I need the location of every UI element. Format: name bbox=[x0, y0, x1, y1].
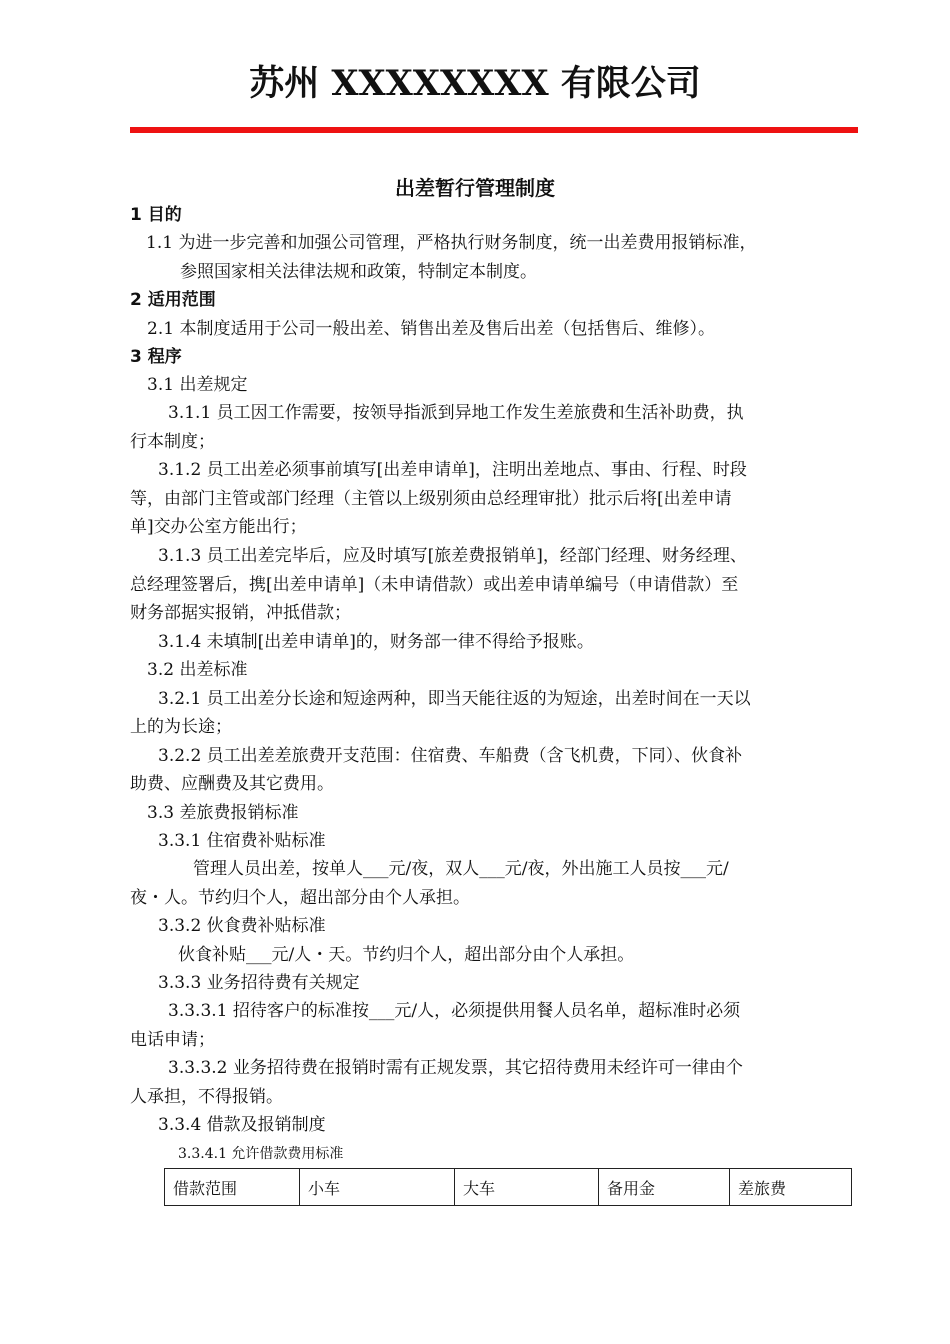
paragraph-line: 行本制度； bbox=[130, 432, 215, 452]
paragraph-line: 3.2.2 员工出差差旅费开支范围：住宿费、车船费（含飞机费，下同）、伙食补 bbox=[158, 746, 743, 766]
paragraph-line: 单]交办公室方能出行； bbox=[130, 517, 307, 537]
table-row bbox=[165, 1169, 852, 1206]
paragraph-line: 助费、应酬费及其它费用。 bbox=[130, 774, 334, 794]
paragraph-line: 参照国家相关法律法规和政策，特制定本制度。 bbox=[180, 262, 537, 282]
document-title: 出差暂行管理制度 bbox=[395, 176, 555, 200]
paragraph-line: 2.1 本制度适用于公司一般出差、销售出差及售后出差（包括售后、维修）。 bbox=[147, 319, 715, 339]
paragraph-line: 财务部据实报销，冲抵借款； bbox=[130, 603, 351, 623]
subsection-heading: 3.1 出差规定 bbox=[147, 375, 248, 395]
header-divider bbox=[130, 127, 858, 133]
table-cell: 借款范围 bbox=[165, 1169, 300, 1206]
paragraph-line: 3.3.3 业务招待费有关规定 bbox=[158, 973, 360, 993]
paragraph-line: 总经理签署后，携[出差申请单]（未申请借款）或出差申请单编号（申请借款）至 bbox=[130, 575, 739, 595]
paragraph-line: 3.3.2 伙食费补贴标准 bbox=[158, 916, 326, 936]
paragraph-line: 3.2.1 员工出差分长途和短途两种，即当天能往返的为短途，出差时间在一天以 bbox=[158, 689, 751, 709]
paragraph-line: 电话申请； bbox=[130, 1030, 215, 1050]
paragraph-line: 3.1.1 员工因工作需要，按领导指派到异地工作发生差旅费和生活补助费，执 bbox=[168, 403, 744, 423]
paragraph-line: 上的为长途； bbox=[130, 717, 232, 737]
table-cell: 备用金 bbox=[599, 1169, 730, 1206]
paragraph-line: 1.1 为进一步完善和加强公司管理，严格执行财务制度，统一出差费用报销标准， bbox=[146, 233, 757, 253]
paragraph-line: 3.3.4 借款及报销制度 bbox=[158, 1115, 326, 1135]
paragraph-line: 3.1.4 未填制[出差申请单]的，财务部一律不得给予报账。 bbox=[158, 632, 594, 652]
paragraph-line: 3.1.2 员工出差必须事前填写[出差申请单]，注明出差地点、事由、行程、时段 bbox=[158, 460, 747, 480]
paragraph-line: 3.3.3.1 招待客户的标准按___元/人，必须提供用餐人员名单，超标准时必须 bbox=[168, 1001, 741, 1021]
paragraph-line: 管理人员出差，按单人___元/夜，双人___元/夜，外出施工人员按___元/ bbox=[193, 859, 729, 879]
paragraph-line: 等，由部门主管或部门经理（主管以上级别须由总经理审批）批示后将[出差申请 bbox=[130, 489, 732, 509]
paragraph-line: 夜・人。节约归个人，超出部分由个人承担。 bbox=[130, 888, 470, 908]
subsection-heading: 3.2 出差标准 bbox=[147, 660, 248, 680]
paragraph-line: 人承担，不得报销。 bbox=[130, 1087, 283, 1107]
table-caption: 3.3.4.1 允许借款费用标准 bbox=[178, 1146, 344, 1162]
table-cell: 小车 bbox=[300, 1169, 455, 1206]
paragraph-line: 3.3.3.2 业务招待费在报销时需有正规发票，其它招待费用未经许可一律由个 bbox=[168, 1058, 743, 1078]
paragraph-line: 3.3.1 住宿费补贴标准 bbox=[158, 831, 326, 851]
paragraph-line: 3.1.3 员工出差完毕后，应及时填写[旅差费报销单]，经部门经理、财务经理、 bbox=[158, 546, 747, 566]
loan-table bbox=[164, 1168, 852, 1206]
section-heading: 3 程序 bbox=[130, 347, 182, 367]
company-name: 苏州 XXXXXXXX 有限公司 bbox=[249, 63, 701, 104]
table-cell: 大车 bbox=[455, 1169, 599, 1206]
table-cell: 差旅费 bbox=[730, 1169, 852, 1206]
section-heading: 2 适用范围 bbox=[130, 290, 216, 310]
paragraph-line: 伙食补贴___元/人・天。节约归个人，超出部分由个人承担。 bbox=[178, 945, 635, 965]
subsection-heading: 3.3 差旅费报销标准 bbox=[147, 803, 299, 823]
section-heading: 1 目的 bbox=[130, 205, 182, 225]
